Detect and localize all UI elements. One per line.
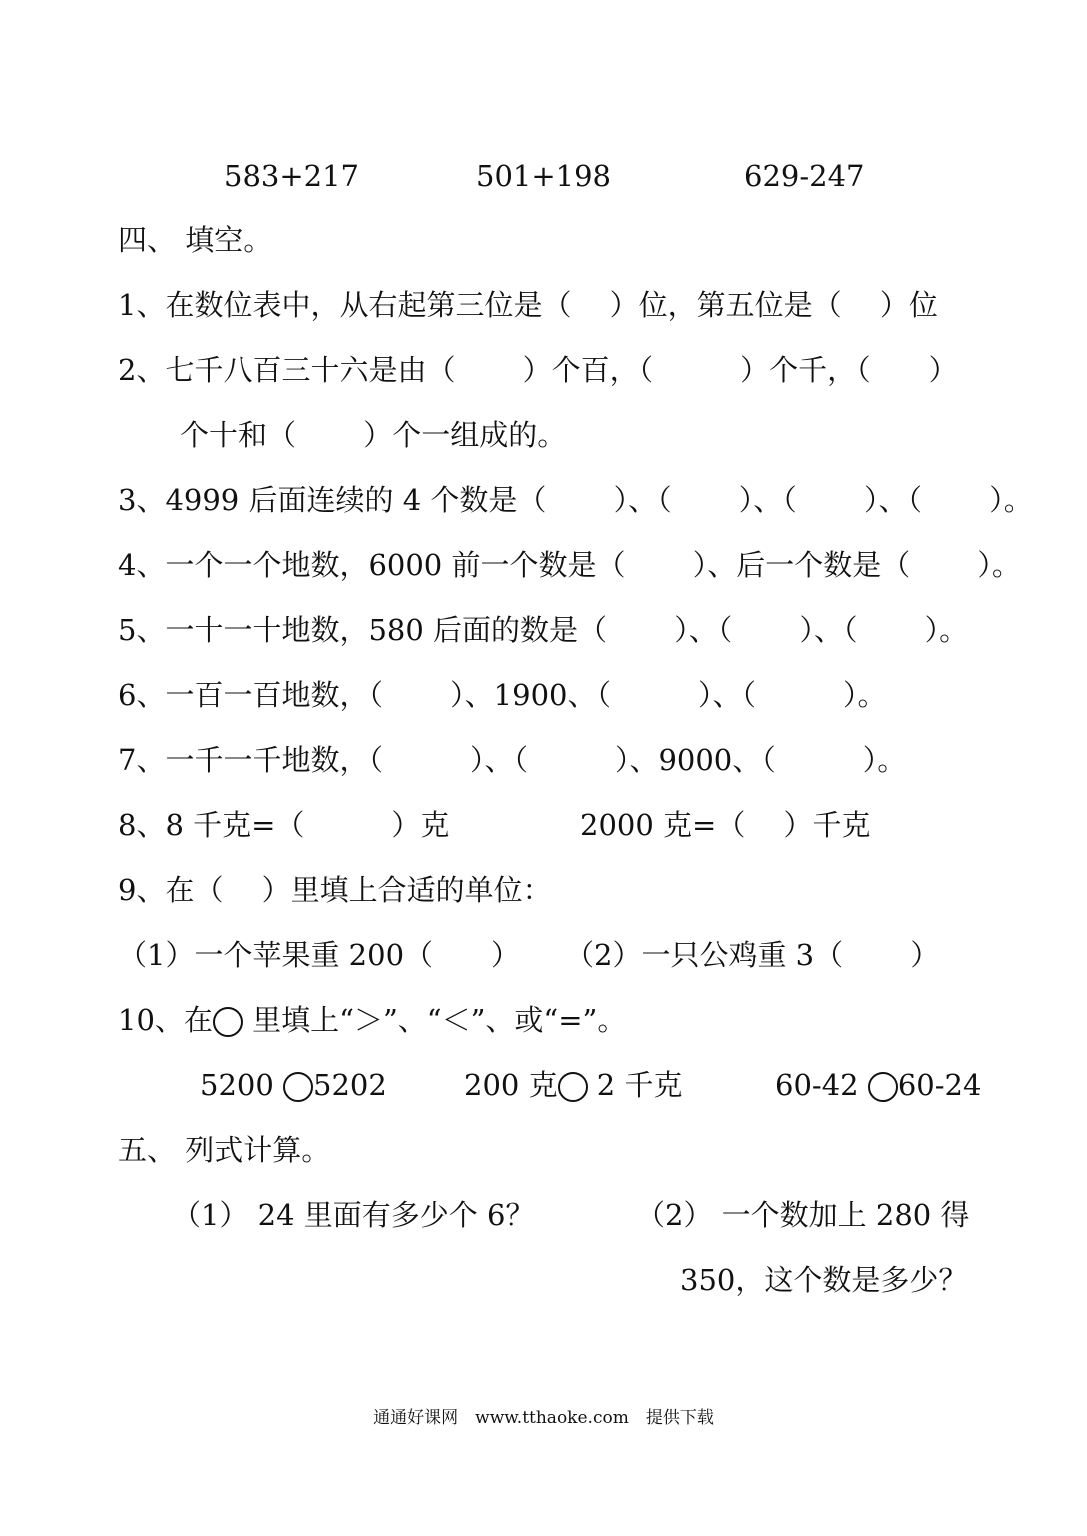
comparison-3-left: 60-42 <box>775 1068 859 1102</box>
question-9-part2: （2）一只公鸡重 3（ ） <box>565 938 940 972</box>
comparison-3-right: 60-24 <box>897 1068 982 1102</box>
question-10-suffix: 里填上“＞”、“＜”、或“=”。 <box>252 1003 627 1037</box>
comparison-circle-icon[interactable] <box>283 1072 313 1102</box>
comparison-circle-icon[interactable] <box>558 1072 588 1102</box>
question-9-part1: （1）一个苹果重 200（ ） <box>118 938 521 972</box>
circle-icon <box>213 1007 243 1037</box>
question-1: 1、在数位表中，从右起第三位是（ ）位，第五位是（ ）位 <box>118 288 938 322</box>
expression-3: 629-247 <box>744 159 865 193</box>
expression-1: 583+217 <box>224 159 360 193</box>
comparison-1 <box>200 1065 387 1105</box>
comparison-1-left: 5200 <box>200 1068 274 1102</box>
expression-2: 501+198 <box>476 159 612 193</box>
problem-2-line1: （2） 一个数加上 280 得 <box>636 1198 970 1232</box>
question-10 <box>118 1000 626 1040</box>
question-4: 4、一个一个地数，6000 前一个数是（ ）、后一个数是（ ）。 <box>118 548 1021 582</box>
comparison-2 <box>464 1065 682 1105</box>
section5-title: 五、 列式计算。 <box>118 1133 331 1167</box>
question-10-prefix: 10、在 <box>118 1003 213 1037</box>
problem-1: （1） 24 里面有多少个 6？ <box>172 1198 535 1232</box>
comparison-1-right: 5202 <box>313 1068 387 1102</box>
question-2-line2: 个十和（ ）个一组成的。 <box>180 418 567 452</box>
question-2-line1: 2、七千八百三十六是由（ ）个百，（ ）个千，（ ） <box>118 353 958 387</box>
question-8a: 8、8 千克=（ ）克 <box>118 808 450 842</box>
question-6: 6、一百一百地数，（ ）、1900、（ ）、（ ）。 <box>118 678 887 712</box>
question-3: 3、4999 后面连续的 4 个数是（ ）、（ ）、（ ）、（ ）。 <box>118 483 1033 517</box>
question-9: 9、在（ ）里填上合适的单位： <box>118 873 552 907</box>
question-8b: 2000 克=（ ）千克 <box>580 808 871 842</box>
comparison-circle-icon[interactable] <box>868 1072 898 1102</box>
section4-title: 四、 填空。 <box>118 223 273 257</box>
question-5: 5、一十一十地数，580 后面的数是（ ）、（ ）、（ ）。 <box>118 613 969 647</box>
page-footer: 通通好课网 www.tthaoke.com 提供下载 <box>373 1408 714 1428</box>
problem-2-line2: 350，这个数是多少？ <box>680 1263 968 1297</box>
comparison-3 <box>775 1065 981 1105</box>
comparison-2-right: 2 千克 <box>596 1068 683 1102</box>
question-7: 7、一千一千地数，（ ）、（ ）、9000、（ ）。 <box>118 743 907 777</box>
comparison-2-left: 200 克 <box>464 1068 558 1102</box>
